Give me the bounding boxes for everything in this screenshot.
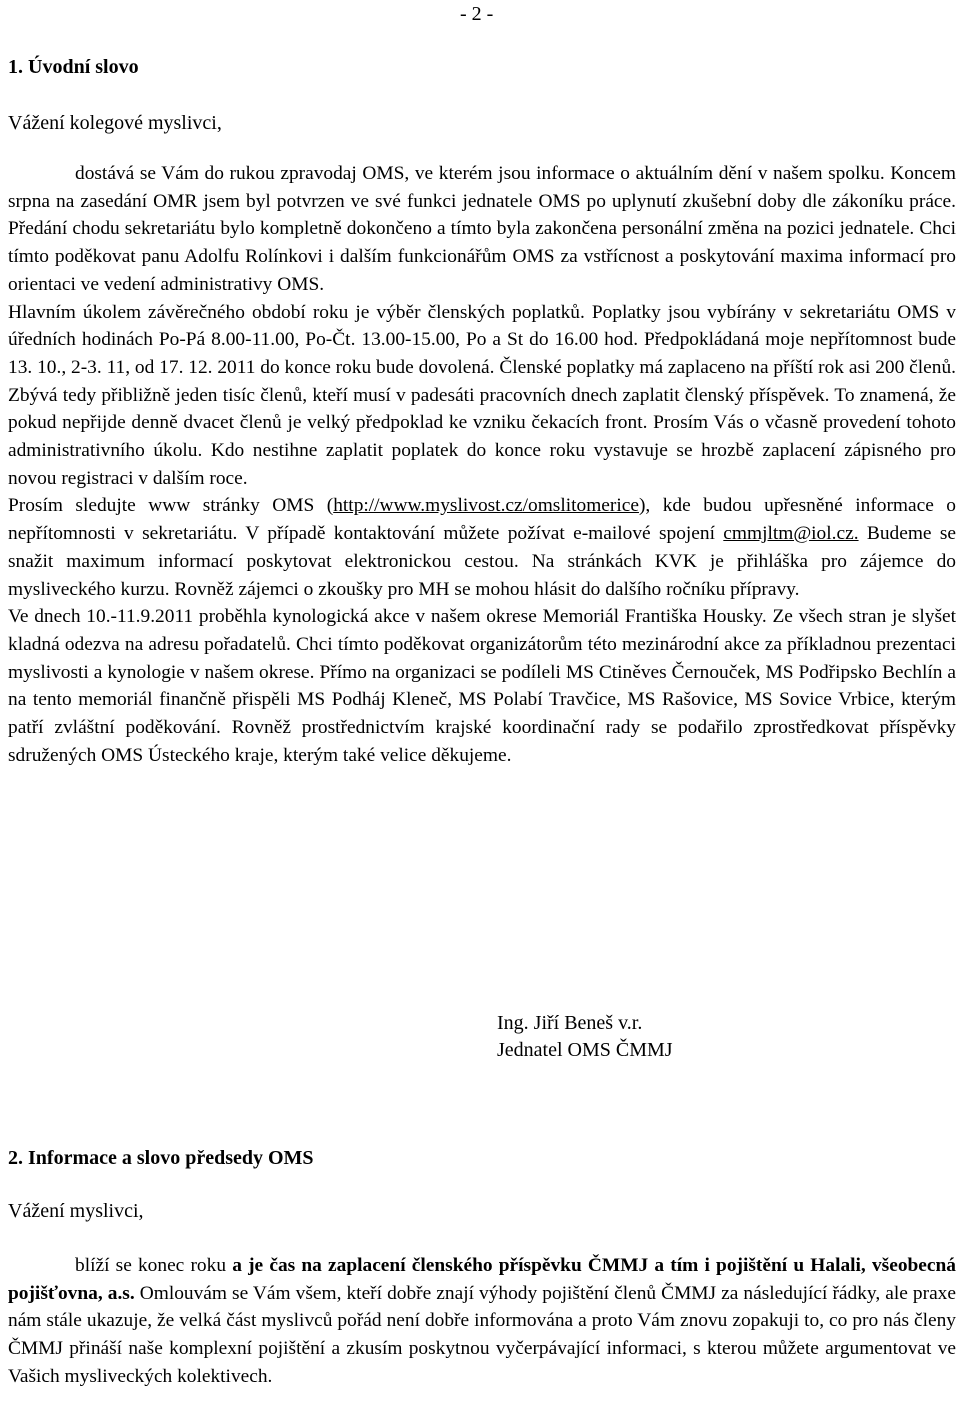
signature-name: Ing. Jiří Beneš v.r. xyxy=(497,1012,643,1034)
section-1-salutation: Vážení kolegové myslivci, xyxy=(8,112,222,134)
section-1-paragraph-3 xyxy=(8,492,956,603)
page-number: - 2 - xyxy=(460,3,494,25)
paragraph-3-text-b: ), kde budou upřesněné informace o nepřítomnosti v sekretariátu. V případě kontaktování můžete požívat e-mailové spojení xyxy=(8,495,956,545)
paragraph-3-text-c: Budeme se snažit maximum informací poskytovat elektronickou cestou. Na stránkách KVK je přihláška pro zájemce do mysliveckého kurzu. Rovněž zájemci o zkoušky pro MH se mohou hlásit do dalšího ročníku přípravy. xyxy=(8,523,956,600)
section-2-text-b: Omlouvám se Vám všem, kteří dobře znají výhody pojištění členů ČMMJ za následující řádky, ale praxe nám stále ukazuje, že velká část myslivců pořád není dobře informována a proto Vám znovu zopakuji to, co pro nás členy ČMMJ přináší naše komplexní pojištění a zkusím poskytnou vyčerpávající informaci, s kterou můžete argumentovat ve Vašich mysliveckých kolektivech. xyxy=(8,1282,956,1387)
signature-block xyxy=(497,1010,673,1064)
section-2-text-a: blíží se konec roku xyxy=(75,1255,233,1276)
section-1-paragraph-1: dostává se Vám do rukou zpravodaj OMS, ve kterém jsou informace o aktuálním dění v našem spolku. Koncem srpna na zasedání OMR jsem byl potvrzen ve své funkci jednatele OMS po uplynutí zkušební doby dle zákoníku práce. Předání chodu sekretariátu bylo kompletně dokončeno a tímto byla zakončena personální změna na pozici jednatele. Chci tímto poděkovat panu Adolfu Rolínkovi i dalším funkcionářům OMS za vstřícnost a poskytování maxima informací pro orientaci ve vedení administrativy OMS. xyxy=(8,163,956,295)
section-2-heading: 2. Informace a slovo předsedy OMS xyxy=(8,1147,314,1169)
section-1-body xyxy=(8,160,956,769)
section-1-heading: 1. Úvodní slovo xyxy=(8,56,139,78)
section-2-body xyxy=(8,1252,956,1391)
section-2-salutation: Vážení myslivci, xyxy=(8,1200,144,1222)
section-1-paragraph-2: Hlavním úkolem závěrečného období roku je výběr členských poplatků. Poplatky jsou vybírány v sekretariátu OMS v úředních hodinách Po-Pá 8.00-11.00, Po-Čt. 13.00-15.00, Po a St do 16.00 hod. Předpokládaná moje nepřítomnost bude 13. 10., 2-3. 11, od 17. 12. 2011 do konce roku bude dovolená. Členské poplatky má zaplaceno na příští rok asi 200 členů. Zbývá tedy přibližně jeden tisíc členů, kteří musí v padesáti pracovních dnech zaplatit členský příspěvek. To znamená, že pokud nepřijde denně dvacet členů je velký předpoklad ke vzniku čekacích front. Prosím Vás o včasně provedení tohoto administrativního úkolu. Kdo nestihne zaplatit poplatek do konce roku vystavuje se hrozbě zaplacení zápisného pro novou registraci v dalším roce. xyxy=(8,301,956,489)
oms-website-link[interactable]: http://www.myslivost.cz/omslitomerice xyxy=(333,495,639,517)
signature-title: Jednatel OMS ČMMJ xyxy=(497,1039,673,1061)
paragraph-3-text-a: Prosím sledujte www stránky OMS ( xyxy=(8,495,334,517)
contact-email-link[interactable]: cmmjltm@iol.cz. xyxy=(723,523,859,545)
section-2-paragraph-1 xyxy=(8,1252,956,1391)
section-2-bold-text: a je čas na zaplacení členského příspěvku ČMMJ a tím i pojištění u Halali, všeobecná pojišťovna, a.s. xyxy=(8,1255,956,1304)
section-1-paragraph-4: Ve dnech 10.-11.9.2011 proběhla kynologická akce v našem okrese Memoriál Františka Housky. Ze všech stran je slyšet kladná odezva na adresu pořadatelů. Chci tímto poděkovat organizátorům této mezinárodní akce za příkladnou prezentaci myslivosti a kynologie v našem okrese. Přímo na organizaci se podíleli MS Ctiněves Černouček, MS Podřipsko Bechlín a na tento memoriál finančně přispěli MS Podháj Kleneč, MS Polabí Travčice, MS Rašovice, MS Sovice Vrbice, kterým patří zvláštní poděkování. Rovněž prostřednictvím krajské koordinační rady se podařilo zprostředkovat příspěvky sdružených OMS Ústeckého kraje, kterým také velice děkujeme. xyxy=(8,606,956,766)
